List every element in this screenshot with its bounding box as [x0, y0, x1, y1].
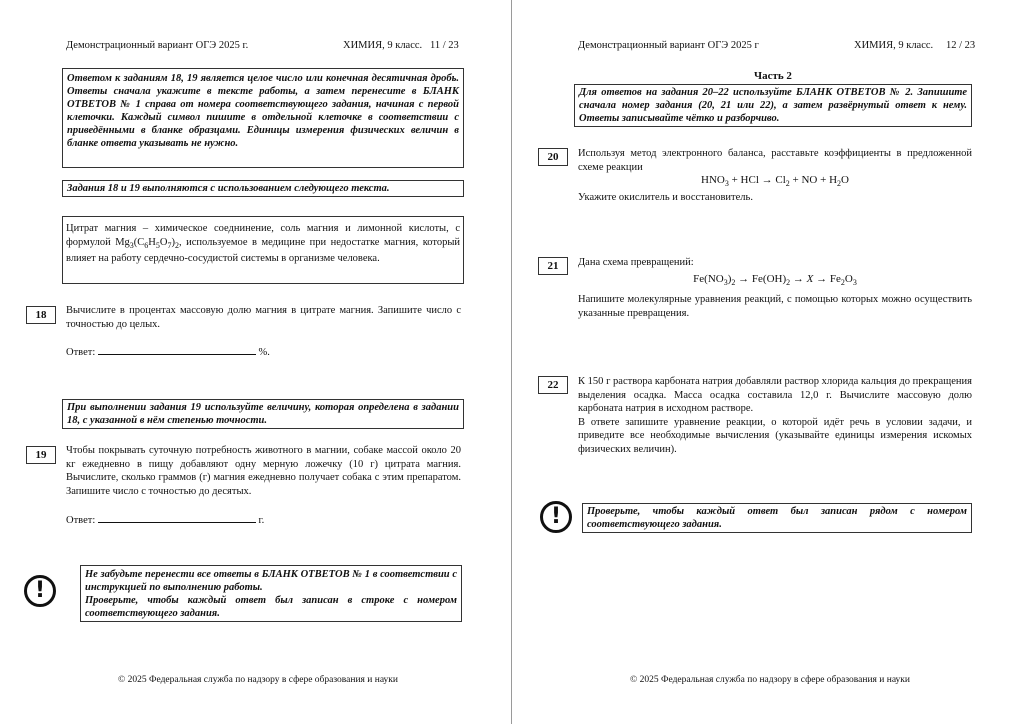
task-20-scheme: $HNO_3$ + HCl → $Cl_2$ + NO + $H_2O$: [701, 174, 849, 189]
task-21-text: Дана схема превращений:: [578, 257, 694, 268]
task-21-scheme: $Fe(NO_3)_2 \to Fe(OH)_2 \to X \to Fe_2O_3$: [693, 272, 857, 287]
task-18-text: Вычислите в процентах массовую долю магния в цитрате магния. Запишите число с точностью до целых.: [66, 305, 461, 330]
task-20-text-2: Укажите окислитель и восстановитель.: [578, 191, 753, 203]
footer: © 2025 Федеральная служба по надзору в сфере образования и науки: [118, 675, 399, 685]
task-19-answer: [66, 513, 366, 528]
header-subject: ХИМИЯ, 9 класс.: [854, 40, 934, 51]
task-20-number: 20: [538, 148, 568, 166]
answer-unit: г.: [258, 515, 265, 526]
reading-text-part2: , используемое в медицине при недостатке магния, который влияет на работу сердечно-сосудистой системы в организме человека.: [66, 236, 460, 265]
warning-box: Проверьте, чтобы каждый ответ был записан рядом с номером соответствующего задания.: [582, 503, 972, 533]
task-18-number: 18: [26, 306, 56, 324]
task-22-number: 22: [538, 376, 568, 394]
page-divider: [511, 0, 512, 724]
header-subject: ХИМИЯ, 9 класс.: [343, 40, 423, 51]
part-title: Часть 2: [754, 70, 792, 82]
answer-label: Ответ:: [66, 515, 98, 526]
header-page-number: 11 / 23: [430, 40, 459, 51]
task-19-note-box: При выполнении задания 19 используйте величину, которая определена в задании 18, с указанной в нём степенью точности.: [62, 399, 464, 429]
left-page: [0, 0, 510, 724]
header-page-number: 12 / 23: [946, 40, 976, 51]
task-22-text: К 150 г раствора карбоната натрия добавляли раствор хлорида кальция до прекращения выделения осадка. Масса осадка составила 12,0 г. Вычислите массовую долю карбоната натрия в исходном растворе.: [578, 376, 972, 414]
answer-line[interactable]: [98, 345, 256, 355]
task-21-text-2: Напишите молекулярные уравнения реакций, с помощью которых можно осуществить указанные превращения.: [578, 294, 972, 319]
warning-line-2: Проверьте, чтобы каждый ответ был записан в строке с номером соответствующего задания.: [85, 595, 457, 619]
task-21-number: 21: [538, 257, 568, 275]
warning-box: [80, 565, 462, 622]
answer-unit: %.: [258, 347, 270, 358]
header-left: Демонстрационный вариант ОГЭ 2025 г: [578, 40, 759, 51]
instruction-box: Ответом к заданиям 18, 19 является целое число или конечная десятичная дробь. Ответы сначала укажите в тексте работы, а затем перенесите в БЛАНК ОТВЕТОВ № 1 справа от номера соответствующего задания, начиная с первой клеточки. Каждый символ пишите в отдельной клеточке в соответствии с приведёнными в бланке образцами. Единицы измерения физических величин в бланке ответа указывать не нужно.: [62, 68, 464, 168]
text-intro-box: Задания 18 и 19 выполняются с использованием следующего текста.: [62, 180, 464, 197]
task-22-text-2: В ответе запишите уравнение реакции, о которой идёт речь в условии задачи, и приведите все необходимые вычисления (указывайте единицы измерения искомых физических величин).: [578, 416, 972, 455]
task-18-answer: [66, 345, 366, 360]
reading-text-box: [62, 216, 464, 284]
task-20-block: [578, 147, 972, 204]
task-20-text: Используя метод электронного баланса, расставьте коэффициенты в предложенной схеме реакции: [578, 148, 972, 173]
task-19-text: Чтобы покрывать суточную потребность животного в магнии, собаке массой около 20 кг ежедневно в пищу добавляют одну мерную ложечку (10 г) цитрата магния. Вычислите, сколько граммов (г) магния ежедневно получает собака с этим препаратом. Запишите число с точностью до десятых.: [66, 445, 461, 497]
task-21-block: [578, 256, 972, 320]
task-22-block: [578, 375, 972, 456]
header-left: Демонстрационный вариант ОГЭ 2025 г.: [66, 40, 249, 51]
magnesium-citrate-formula: $Mg_3(C_6H_5O_7)_2$: [115, 236, 179, 250]
warning-line-1: Не забудьте перенести все ответы в БЛАНК ОТВЕТОВ № 1 в соответствии с инструкцией по выполнению работы.: [85, 569, 457, 593]
footer: © 2025 Федеральная служба по надзору в сфере образования и науки: [630, 675, 911, 685]
reading-text-part1: Цитрат магния – химическое соеднинение, соль магния и лимонной кислоты, с формулой: [66, 223, 460, 248]
task-19-number: 19: [26, 446, 56, 464]
exclamation-icon: !: [540, 501, 572, 533]
answer-label: Ответ:: [66, 347, 98, 358]
right-page: [514, 0, 1024, 724]
part-instruction-box: Для ответов на задания 20–22 используйте БЛАНК ОТВЕТОВ № 2. Запишите сначала номер задания (20, 21 или 22), а затем развёрнутый ответ к нему. Ответы записывайте чётко и разборчиво.: [574, 84, 972, 127]
exclamation-icon: !: [24, 575, 56, 607]
answer-line[interactable]: [98, 513, 256, 523]
